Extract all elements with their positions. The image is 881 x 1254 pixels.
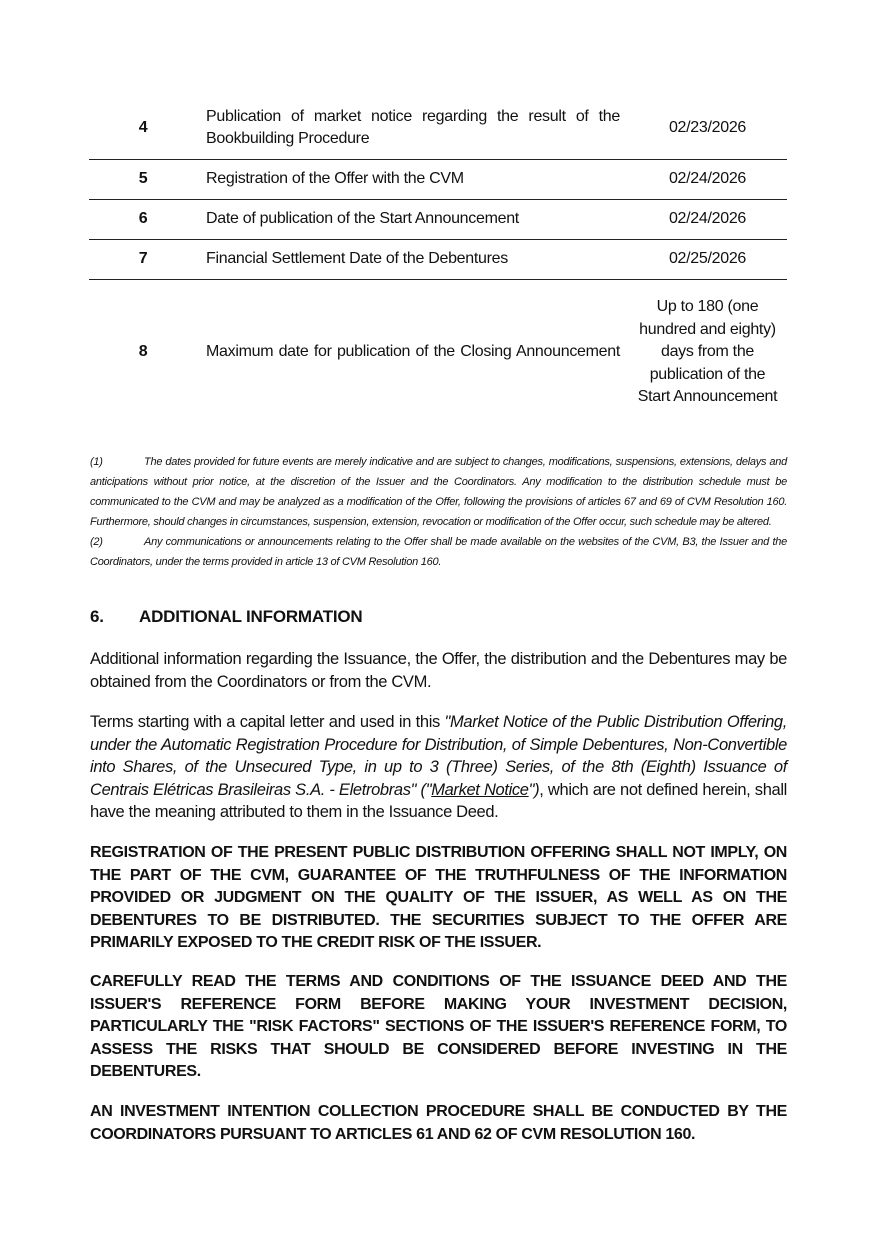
event-date: 02/24/2026 — [668, 170, 747, 188]
event-description: Date of publication of the Start Announcement — [206, 210, 519, 228]
additional-info-paragraph: Additional information regarding the Issuance, the Offer, the distribution and the Debentures may be obtained from the Coordinators or from the CVM. — [90, 650, 787, 691]
table-row — [89, 280, 787, 426]
registration-disclaimer: REGISTRATION OF THE PRESENT PUBLIC DISTRIBUTION OFFERING SHALL NOT IMPLY, ON THE PART OF THE CVM, GUARANTEE OF THE TRUTHFULNESS OF THE INFORMATION PROVIDED OR JUDGMENT ON THE QUALITY OF THE ISSUER, AS WELL AS ON THE DEBENTURES TO BE DISTRIBUTED. THE SECURITIES SUBJECT TO THE OFFER ARE PRIMARILY EXPOSED TO THE CREDIT RISK OF THE ISSUER. — [90, 844, 787, 951]
step-number: 6 — [138, 210, 148, 228]
event-date: Up to 180 (one hundred and eighty) days from the publication of the Start Announcement — [637, 298, 778, 406]
table-row — [89, 160, 787, 200]
footnote — [90, 452, 787, 532]
footnote-text: Any communications or announcements relating to the Offer shall be made available on the websites of the CVM, B3, the Issuer and the Coordinators, under the terms provided in article 13 of CVM Resolution 160. — [90, 536, 787, 568]
table-row — [89, 200, 787, 240]
event-description: Publication of market notice regarding the result of the Bookbuilding Procedure — [206, 107, 620, 147]
table-row — [89, 240, 787, 280]
event-date: 02/25/2026 — [668, 250, 747, 268]
footnote-marker: (1) — [90, 456, 103, 468]
footnote-text: The dates provided for future events are merely indicative and are subject to changes, modifications, suspensions, extensions, delays and anticipations without prior notice, at the discretion of the Issuer and the Coordinators. Any modification to the distribution schedule must be communicated to the CVM and may be analyzed as a modification of the Offer, following the provisions of articles 67 and 69 of CVM Resolution 160. Furthermore, should changes in circumstances, suspension, extension, revocation or modification of the Offer occur, such schedule may be altered. — [90, 456, 787, 528]
event-date: 02/23/2026 — [668, 118, 747, 136]
read-carefully-disclaimer: CAREFULLY READ THE TERMS AND CONDITIONS OF THE ISSUANCE DEED AND THE ISSUER'S REFERENCE FORM BEFORE MAKING YOUR INVESTMENT DECISION, PARTICULARLY THE "RISK FACTORS" SECTIONS OF THE ISSUER'S REFERENCE FORM, TO ASSESS THE RISKS THAT SHOULD BE CONSIDERED BEFORE INVESTING IN THE DEBENTURES. — [90, 973, 787, 1080]
offer-schedule-table — [89, 97, 787, 425]
event-description: Maximum date for publication of the Closing Announcement — [206, 343, 620, 361]
defined-terms-paragraph — [90, 711, 787, 824]
document-title-reference: "Market Notice of the Public Distribution Offering, under the Automatic Registration Procedure for Distribution, of Simple Debentures, Non-Convertible into Shares, of the Unsecured Type, in up to 3 (Three) Series, of the 8th (Eighth) Issuance of Centrais Elétricas Brasileiras S.A. - Eletrobras" (" — [90, 713, 787, 799]
section-title: ADDITIONAL INFORMATION — [139, 607, 363, 626]
event-date: 02/24/2026 — [668, 210, 747, 228]
step-number: 4 — [138, 118, 148, 136]
defined-term-close: ") — [528, 780, 540, 799]
section-number: 6. — [90, 607, 104, 626]
defined-term: Market Notice — [431, 780, 529, 799]
event-description: Financial Settlement Date of the Debentures — [206, 250, 508, 268]
schedule-footnotes — [90, 452, 787, 572]
event-description: Registration of the Offer with the CVM — [206, 170, 464, 188]
bookbuilding-disclaimer: AN INVESTMENT INTENTION COLLECTION PROCEDURE SHALL BE CONDUCTED BY THE COORDINATORS PURSUANT TO ARTICLES 61 AND 62 OF CVM RESOLUTION 160. — [90, 1103, 787, 1143]
table-row — [89, 97, 787, 160]
section-heading — [90, 607, 363, 627]
step-number: 5 — [138, 170, 148, 188]
step-number: 8 — [138, 343, 148, 361]
step-number: 7 — [138, 250, 148, 268]
paragraph-text: , which are not defined herein, shall have the meaning attributed to them in the Issuance Deed. — [90, 780, 787, 821]
footnote — [90, 532, 787, 572]
paragraph-text: Terms starting with a capital letter and used in this — [90, 713, 445, 731]
footnote-marker: (2) — [90, 536, 103, 548]
